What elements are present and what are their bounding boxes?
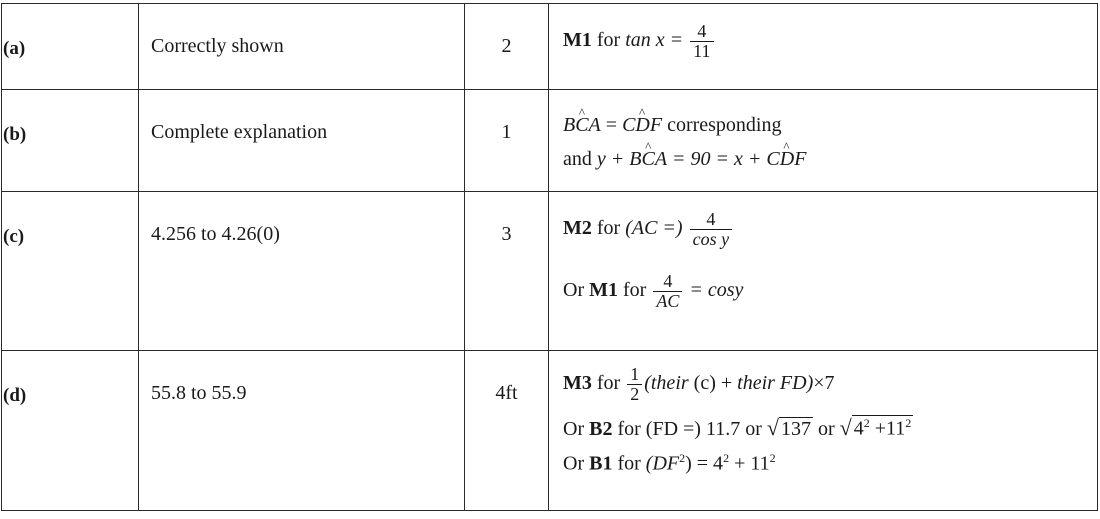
guidance-text: for (596, 216, 621, 239)
guidance-line (563, 365, 1097, 415)
math-expression: = cosy (689, 278, 744, 301)
answer-cell: Complete explanation (139, 90, 465, 192)
exponent: 2 (769, 451, 776, 465)
denominator: AC (653, 291, 682, 311)
guidance-line (563, 114, 1097, 148)
denominator: 2 (627, 384, 642, 404)
exponent: 2 (679, 451, 686, 465)
math-expression: ×7 (813, 371, 835, 394)
guidance-line (563, 210, 1097, 272)
table-row (2, 192, 1098, 351)
numerator: 1 (630, 364, 640, 384)
fraction (690, 210, 732, 249)
guidance-text: for (617, 452, 641, 475)
guidance-line (563, 148, 1097, 171)
numerator: 4 (706, 209, 716, 229)
fraction (690, 22, 713, 61)
equals-sign: = (605, 114, 618, 136)
answer-cell: 4.256 to 4.26(0) (139, 192, 465, 351)
guidance-text: Or (563, 452, 585, 475)
angle-bca: ^ BCA (629, 148, 667, 171)
exponent: 2 (863, 416, 870, 431)
numerator: 4 (697, 21, 707, 41)
guidance-text: for (617, 418, 641, 440)
table-row (2, 351, 1098, 511)
mark-code: M2 (563, 216, 592, 239)
answer-cell: Correctly shown (139, 4, 465, 90)
mark-scheme-table (1, 3, 1098, 511)
mark-code: M1 (563, 28, 592, 51)
math-expression: their FD) (737, 371, 814, 394)
part-label: (b) (2, 90, 139, 192)
guidance-cell (549, 90, 1098, 192)
math-expression: (AC =) (625, 216, 683, 239)
mark-cell: 3 (465, 192, 549, 351)
mark-cell: 4ft (465, 351, 549, 511)
table-row (2, 4, 1098, 90)
guidance-cell (549, 4, 1098, 90)
radicand-rest: +11 (869, 418, 906, 440)
angle-cdf: ^ CDF (622, 114, 662, 137)
fraction (653, 272, 682, 311)
guidance-text: and (563, 148, 592, 170)
part-label: (a) (2, 4, 139, 90)
guidance-text: for (623, 278, 647, 301)
math-expression: (their (644, 371, 689, 394)
mark-code: B1 (589, 452, 613, 475)
answer-cell: 55.8 to 55.9 (139, 351, 465, 511)
numerator: 4 (663, 271, 673, 291)
math-expression: (DF (645, 452, 680, 475)
part-label: (d) (2, 351, 139, 511)
math-expression: + 11 (729, 452, 770, 475)
sqrt-icon: √ (839, 415, 852, 440)
table-row (2, 90, 1098, 192)
denominator: cos y (690, 229, 732, 249)
fraction (627, 365, 642, 404)
math-expression: tan x = (625, 28, 684, 51)
radicand-base: 4 (853, 418, 864, 440)
sqrt-icon: √ (766, 415, 779, 440)
math-expression: (FD =) 11.7 or (645, 418, 762, 440)
mark-code: M3 (563, 371, 592, 394)
angle-bca: ^ BCA (563, 114, 601, 137)
guidance-text: or (817, 418, 835, 440)
guidance-line (563, 21, 716, 61)
mark-code: B2 (589, 418, 613, 440)
guidance-line (563, 272, 1097, 311)
guidance-line (563, 451, 1097, 476)
mark-cell: 1 (465, 90, 549, 192)
exponent: 2 (905, 416, 912, 431)
radicand: 137 (780, 418, 811, 440)
guidance-text: Or (563, 278, 585, 301)
guidance-text: for (596, 371, 621, 394)
exponent: 2 (723, 451, 730, 465)
guidance-cell (549, 351, 1098, 511)
radicand (852, 415, 914, 441)
math-expression: (c) + (693, 371, 733, 394)
guidance-text: corresponding (667, 114, 782, 136)
guidance-cell (549, 192, 1098, 351)
math-expression: = 90 = x + (672, 148, 762, 170)
part-label: (c) (2, 192, 139, 351)
mark-code: M1 (589, 278, 618, 301)
guidance-text: for (596, 28, 621, 51)
guidance-text: Or (563, 418, 585, 440)
guidance-line (563, 415, 1097, 451)
math-expression: y + (596, 148, 625, 170)
denominator: 11 (690, 41, 713, 61)
math-expression: ) = 4 (685, 452, 724, 475)
mark-cell: 2 (465, 4, 549, 90)
angle-cdf: ^ CDF (766, 148, 806, 171)
